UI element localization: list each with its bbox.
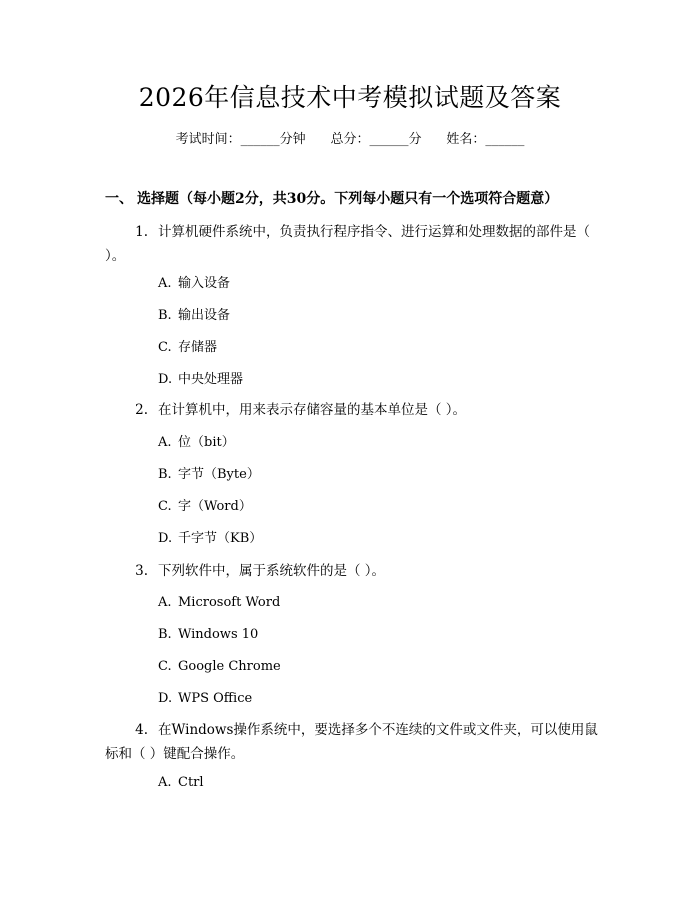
exam-meta xyxy=(0,131,700,149)
question-number: 4. xyxy=(135,722,148,738)
score-blank: ______ xyxy=(369,132,409,147)
question-number: 2. xyxy=(135,402,148,418)
time-label: 考试时间： xyxy=(175,132,241,147)
section-text: 选择题（每小题2分，共30分。下列每小题只有一个选项符合题意） xyxy=(137,191,559,207)
option-letter: D. xyxy=(158,372,173,387)
question-2 xyxy=(105,398,600,422)
question-text: 下列软件中，属于系统软件的是（ ）。 xyxy=(158,563,386,579)
option-text: WPS Office xyxy=(178,691,253,706)
option-4a xyxy=(158,774,204,792)
option-text: 中央处理器 xyxy=(178,372,244,387)
question-text: 在Windows操作系统中，要选择多个不连续的文件或文件夹，可以使用鼠标和（ ）键配合操作。 xyxy=(105,722,598,762)
question-number: 3. xyxy=(135,563,148,579)
option-letter: C. xyxy=(158,340,172,355)
option-text: Microsoft Word xyxy=(178,595,281,610)
time-unit: 分钟 xyxy=(279,132,306,147)
question-1 xyxy=(105,220,600,268)
page-title: 2026年信息技术中考模拟试题及答案 xyxy=(138,83,562,112)
name-label: 姓名： xyxy=(446,132,486,147)
option-text: Google Chrome xyxy=(178,659,281,674)
option-text: 字（Word） xyxy=(178,499,252,514)
option-letter: B. xyxy=(158,467,172,482)
option-3c xyxy=(158,658,281,676)
option-3a xyxy=(158,594,280,612)
question-number: 1. xyxy=(135,224,148,240)
option-text: 输出设备 xyxy=(178,308,231,323)
section-number: 一、 xyxy=(105,191,133,207)
option-1a xyxy=(158,275,230,293)
option-1c xyxy=(158,339,217,357)
question-3 xyxy=(105,559,600,583)
question-4 xyxy=(105,718,600,766)
option-letter: D. xyxy=(158,691,173,706)
option-letter: C. xyxy=(158,499,172,514)
option-text: 存储器 xyxy=(178,340,218,355)
question-text: 在计算机中，用来表示存储容量的基本单位是（ ）。 xyxy=(158,402,467,418)
option-text: 位（bit） xyxy=(178,435,235,450)
option-text: Windows 10 xyxy=(178,627,259,642)
option-letter: D. xyxy=(158,531,173,546)
option-letter: A. xyxy=(158,276,172,291)
option-2c xyxy=(158,498,252,516)
option-text: Ctrl xyxy=(178,775,204,790)
option-letter: B. xyxy=(158,627,172,642)
option-3b xyxy=(158,626,258,644)
option-letter: A. xyxy=(158,775,172,790)
question-text: 计算机硬件系统中，负责执行程序指令、进行运算和处理数据的部件是（ ）。 xyxy=(105,224,590,264)
option-letter: C. xyxy=(158,659,172,674)
option-1b xyxy=(158,307,230,325)
option-text: 输入设备 xyxy=(178,276,231,291)
option-text: 字节（Byte） xyxy=(178,467,260,482)
option-2a xyxy=(158,434,235,452)
option-2d xyxy=(158,530,262,548)
option-letter: A. xyxy=(158,595,172,610)
option-text: 千字节（KB） xyxy=(178,531,263,546)
score-label: 总分： xyxy=(330,132,370,147)
time-blank: ______ xyxy=(240,132,280,147)
score-unit: 分 xyxy=(408,132,422,147)
option-3d xyxy=(158,690,252,708)
option-1d xyxy=(158,371,243,389)
section-heading xyxy=(105,189,558,209)
option-2b xyxy=(158,466,260,484)
option-letter: A. xyxy=(158,435,172,450)
name-blank: ______ xyxy=(485,132,525,147)
option-letter: B. xyxy=(158,308,172,323)
